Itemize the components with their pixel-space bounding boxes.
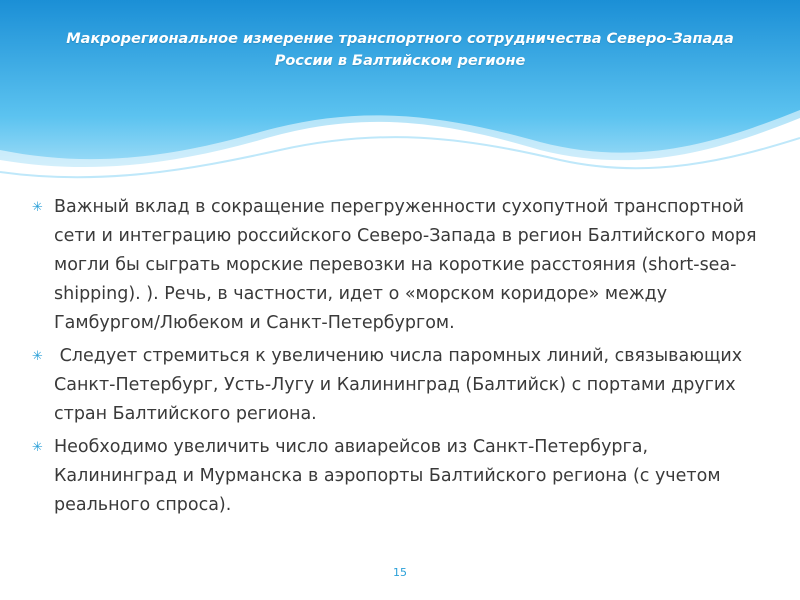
- bullet-text: Важный вклад в сокращение перегруженности сухопутной транспортной сети и интеграцию российского Северо-Запада в регион Балтийского моря могли бы сыграть морские перевозки на короткие расстояния (short-sea-shipping). ). Речь, в частности, идет о «морском коридоре» между Гамбургом/Любеком и Санкт-Петербургом.: [54, 197, 757, 333]
- bullet-star-icon: ✳: [32, 440, 43, 455]
- bullet-item: [32, 433, 762, 520]
- bullet-text: Следует стремиться к увеличению числа паромных линий, связывающих Санкт-Петербург, Усть-Лугу и Калининград (Балтийск) с портами других стран Балтийского региона.: [54, 346, 748, 424]
- bullet-item: [32, 342, 762, 429]
- slide-title: Макрорегиональное измерение транспортного сотрудничества Северо-Запада России в Балтийском регионе: [66, 31, 734, 69]
- bullet-list: [32, 193, 762, 524]
- bullet-star-icon: ✳: [32, 349, 43, 364]
- header-wave-fill: [0, 0, 800, 167]
- bullet-text: Необходимо увеличить число авиарейсов из Санкт-Петербурга, Калининград и Мурманска в аэропорты Балтийского региона (с учетом реального спроса).: [54, 437, 721, 515]
- page-number: 15: [393, 566, 407, 579]
- bullet-item: [32, 193, 762, 338]
- bullet-star-icon: ✳: [32, 200, 43, 215]
